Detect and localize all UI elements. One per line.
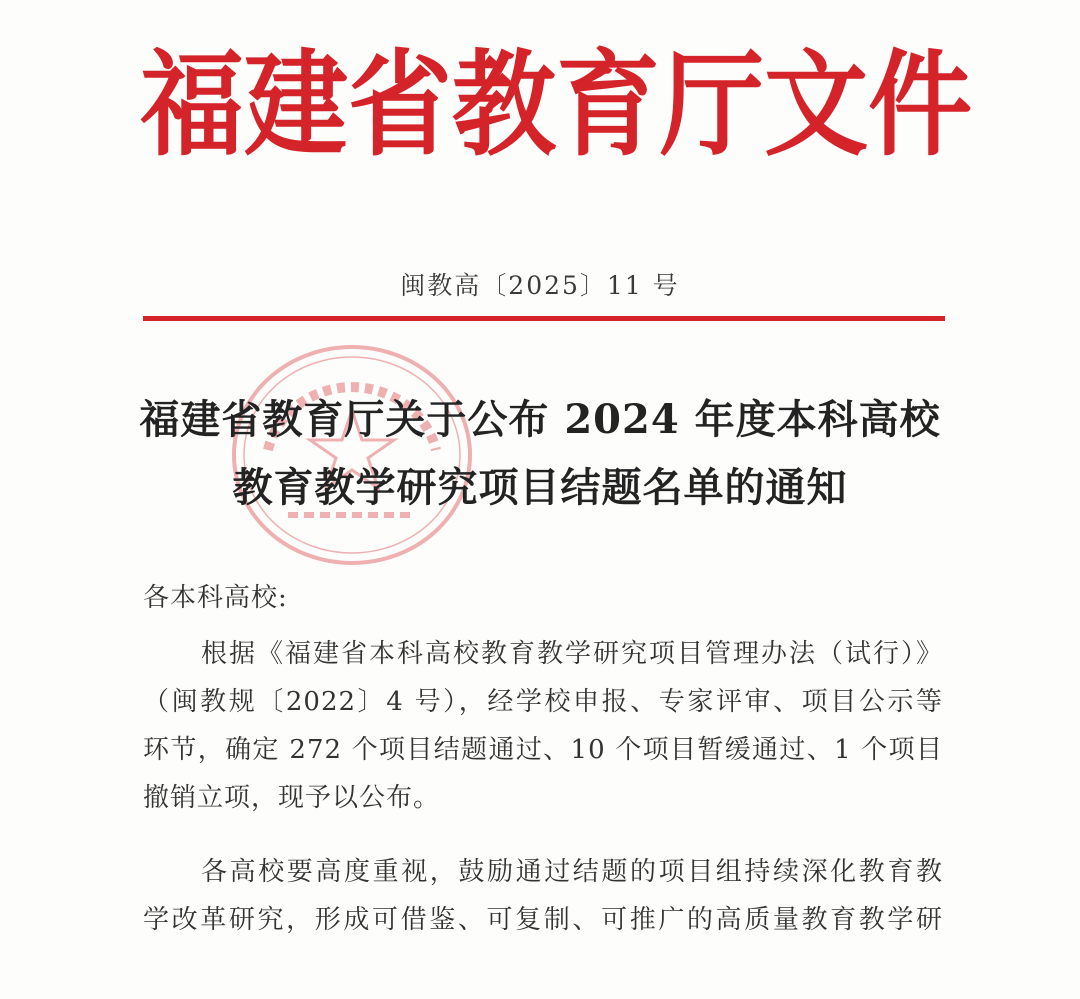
paragraph-1 (143, 630, 943, 822)
paragraph-line: 学改革研究，形成可借鉴、可复制、可推广的高质量教育教学研 (143, 905, 943, 935)
paragraph-line: 根据《福建省本科高校教育教学研究项目管理办法（试行）》 (201, 639, 943, 669)
paragraph-line: 撤销立项，现予以公布。 (143, 783, 441, 813)
document-title (0, 386, 1080, 522)
title-line-1: 福建省教育厅关于公布 2024 年度本科高校 (139, 396, 941, 443)
red-divider-line (143, 316, 945, 321)
issuer-char: 省 (348, 36, 453, 173)
paragraph-line: （闽教规〔2022〕4 号），经学校申报、专家评审、项目公示等 (143, 687, 943, 717)
paragraph-line: 各高校要高度重视，鼓励通过结题的项目组持续深化教育教 (201, 857, 943, 887)
issuer-header (140, 34, 973, 177)
issuer-char: 厅 (660, 36, 765, 173)
issuer-char: 育 (556, 36, 661, 173)
issuer-char: 文 (764, 36, 869, 173)
document-number: 闽教高〔2025〕11 号 (400, 271, 680, 300)
issuer-char: 福 (140, 36, 245, 173)
issuer-char: 教 (452, 36, 557, 173)
title-line-2: 教育教学研究项目结题名单的通知 (232, 464, 848, 511)
paragraph-2 (143, 848, 943, 944)
paragraph-line: 环节，确定 272 个项目结题通过、10 个项目暂缓通过、1 个项目 (143, 735, 943, 765)
issuer-char: 件 (868, 36, 973, 173)
salutation: 各本科高校: (143, 583, 288, 613)
issuer-char: 建 (244, 36, 349, 173)
